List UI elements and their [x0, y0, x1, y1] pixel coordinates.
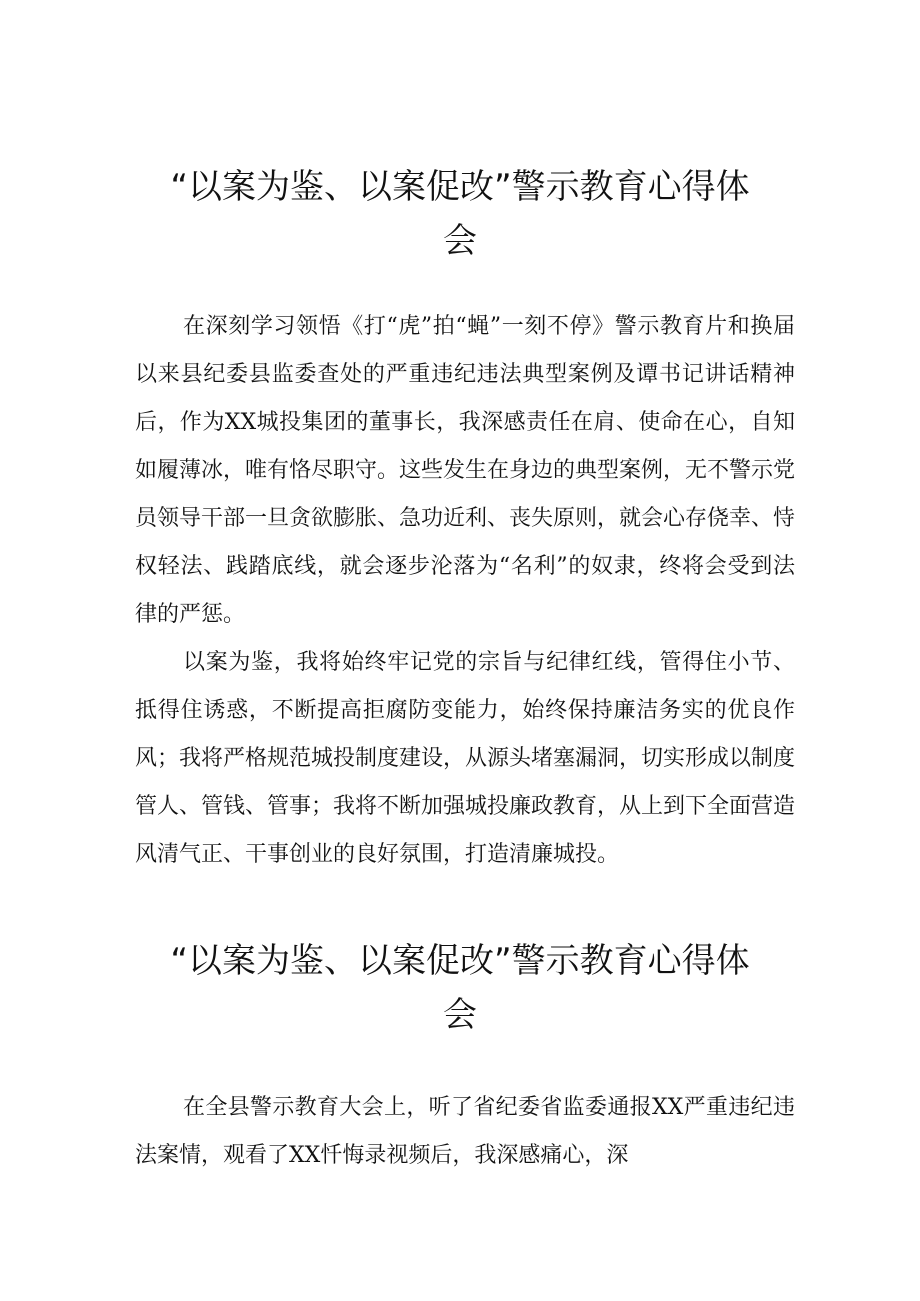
section-title [150, 934, 770, 1042]
body-paragraph: 在深刻学习领悟《打“虎”拍“蝇”一刻不停》警示教育片和换届以来县纪委县监委查处的严重违纪违法典型案例及谭书记讲话精神后，作为XX城投集团的董事长，我深感责任在肩、使命在心，自知如履薄冰，唯有恪尽职守。这些发生在身边的典型案例，无不警示党员领导干部一旦贪欲膨胀、急功近利、丧失原则，就会心存侥幸、恃权轻法、践踏底线，就会逐步沦落为“名利”的奴隶，终将会受到法律的严惩。 [135, 314, 796, 627]
body-paragraph: 以案为鉴，我将始终牢记党的宗旨与纪律红线，管得住小节、抵得住诱惑，不断提高拒腐防变能力，始终保持廉洁务实的优良作风；我将严格规范城投制度建设，从源头堵塞漏洞，切实形成以制度管人、管钱、管事；我将不断加强城投廉政教育，从上到下全面营造风清气正、干事创业的良好氛围，打造清廉城投。 [135, 650, 796, 867]
body-paragraph: 在全县警示教育大会上，听了省纪委省监委通报XX严重违纪违法案情，观看了XX忏悔录视频后，我深感痛心，深 [135, 1095, 795, 1168]
section-title-line1: “以案为鉴、以案促改”警示教育心得体 [170, 941, 750, 981]
section-title-line2: 会 [443, 995, 477, 1035]
section-title-line1: “以案为鉴、以案促改”警示教育心得体 [170, 167, 750, 207]
section-title-line2: 会 [443, 221, 477, 261]
section-title [150, 160, 770, 268]
